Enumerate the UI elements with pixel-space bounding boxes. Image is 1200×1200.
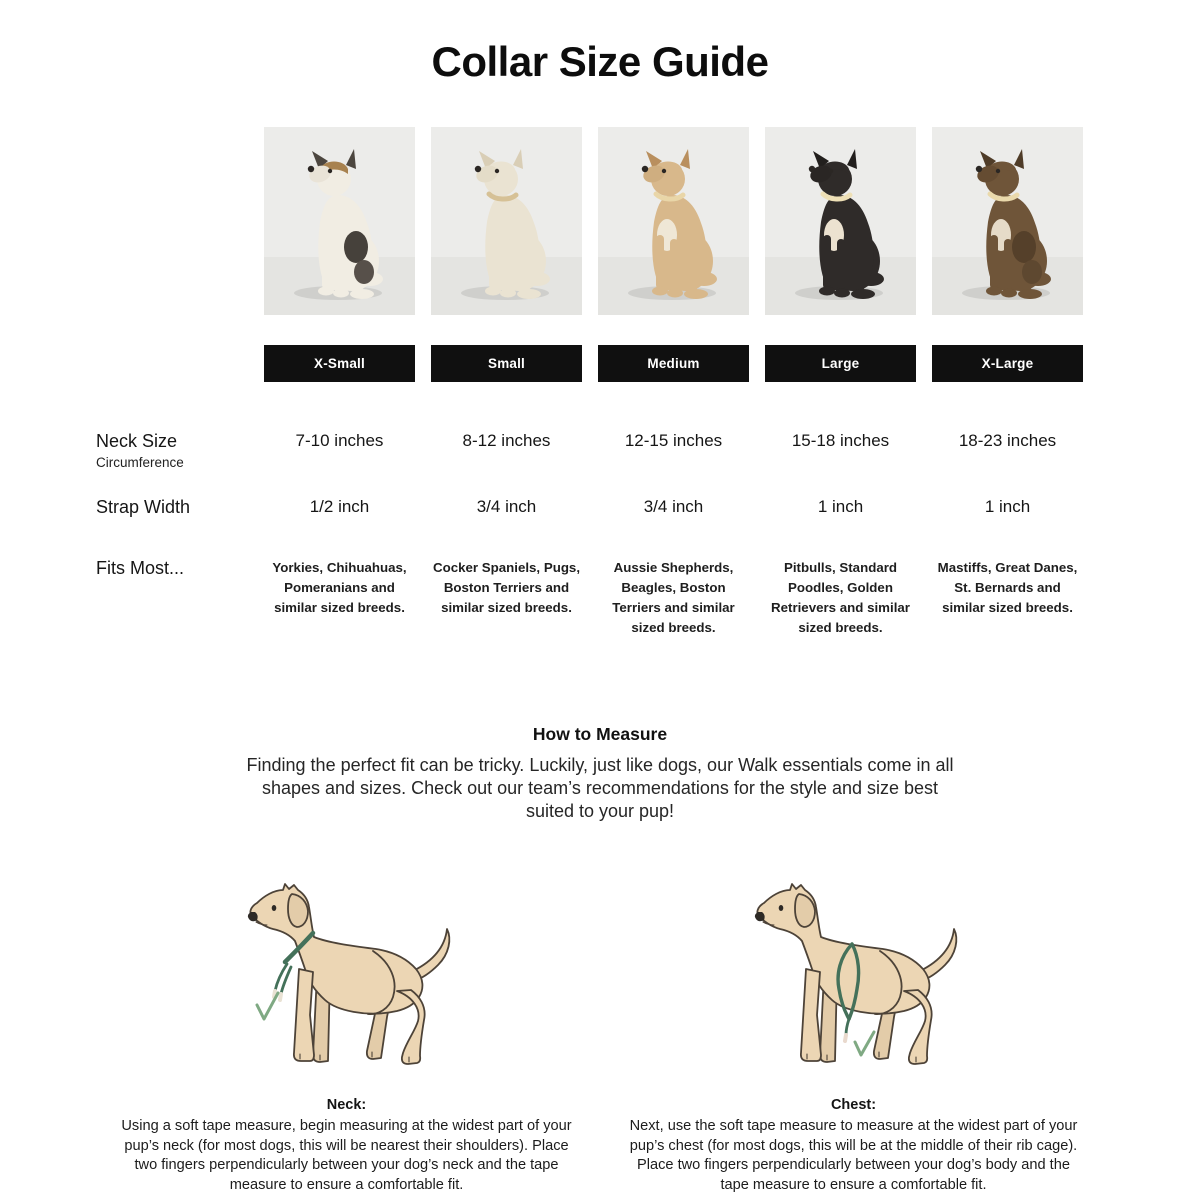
fits-most-text: Pitbulls, Standard Poodles, Golden Retrievers and similar sized breeds. (771, 560, 910, 635)
chest-measure-illustration (728, 869, 980, 1087)
neck-size-sublabel: Circumference (96, 455, 184, 470)
chest-caption-body: Next, use the soft tape measure to measure at the widest part of your pup’s chest (for most dogs, this will be at the middle of their rib cage). Place two fingers perpendicularly between your dog’s body and the tape measure to ensure a comfortable fit. (629, 1118, 1078, 1193)
fits-most-label: Fits Most... (96, 558, 185, 578)
strap-width-value: 3/4 inch (643, 497, 704, 516)
how-to-measure-heading: How to Measure (532, 724, 668, 744)
dog-photo-medium (598, 127, 749, 315)
neck-caption-heading: Neck: (326, 1097, 367, 1113)
dog-photo-large (765, 127, 916, 315)
neck-caption-body: Using a soft tape measure, begin measuring at the widest part of your pup’s neck (for most dogs, this will be nearest their shoulders). Place two fingers perpendicularly between your dog’s neck and the tape measure to ensure a comfortable fit. (121, 1118, 572, 1193)
dog-photo-x-large (932, 127, 1083, 315)
size-tag-medium: Medium (598, 345, 749, 382)
neck-size-value: 15-18 inches (791, 431, 890, 450)
fits-most-row (96, 558, 1200, 638)
how-to-measure-section (0, 724, 1200, 823)
chest-measure-column (626, 869, 1081, 1195)
dog-photo-small (431, 127, 582, 315)
chest-caption-heading: Chest: (830, 1097, 877, 1113)
size-tag-row (96, 345, 1200, 382)
fits-most-text: Yorkies, Chihuahuas, Pomeranians and similar sized breeds. (272, 560, 407, 615)
neck-size-value: 8-12 inches (462, 431, 551, 450)
neck-size-value: 18-23 inches (958, 431, 1057, 450)
neck-size-row (96, 431, 1200, 470)
size-tag-large: Large (765, 345, 916, 382)
dog-photo-x-small (264, 127, 415, 315)
how-to-measure-intro: Finding the perfect fit can be tricky. Luckily, just like dogs, our Walk essentials come in all shapes and sizes. Check out our team’s recommendations for the style and size best suited to your pup! (246, 755, 954, 821)
fits-most-text: Cocker Spaniels, Pugs, Boston Terriers and similar sized breeds. (432, 560, 581, 615)
size-tag-small: Small (431, 345, 582, 382)
strap-width-value: 3/4 inch (476, 497, 537, 516)
neck-measure-illustration (221, 869, 473, 1087)
strap-width-value: 1 inch (817, 497, 864, 516)
neck-size-value: 7-10 inches (295, 431, 384, 450)
size-tag-x-large: X-Large (932, 345, 1083, 382)
size-tag-x-small: X-Small (264, 345, 415, 382)
neck-measure-column (119, 869, 574, 1195)
neck-size-value: 12-15 inches (624, 431, 723, 450)
fits-most-text: Aussie Shepherds, Beagles, Boston Terriers and similar sized breeds. (612, 560, 735, 635)
checkmark-icon (257, 993, 278, 1019)
dog-photo-row (96, 127, 1200, 315)
neck-size-label: Neck Size (96, 431, 178, 451)
strap-width-value: 1 inch (984, 497, 1031, 516)
measuring-illustrations (0, 869, 1200, 1195)
strap-width-value: 1/2 inch (309, 497, 370, 516)
checkmark-icon (855, 1032, 874, 1055)
strap-width-label: Strap Width (96, 497, 191, 517)
fits-most-text: Mastiffs, Great Danes, St. Bernards and similar sized breeds. (937, 560, 1078, 615)
strap-width-row (96, 497, 1200, 518)
page-title: Collar Size Guide (431, 38, 769, 85)
